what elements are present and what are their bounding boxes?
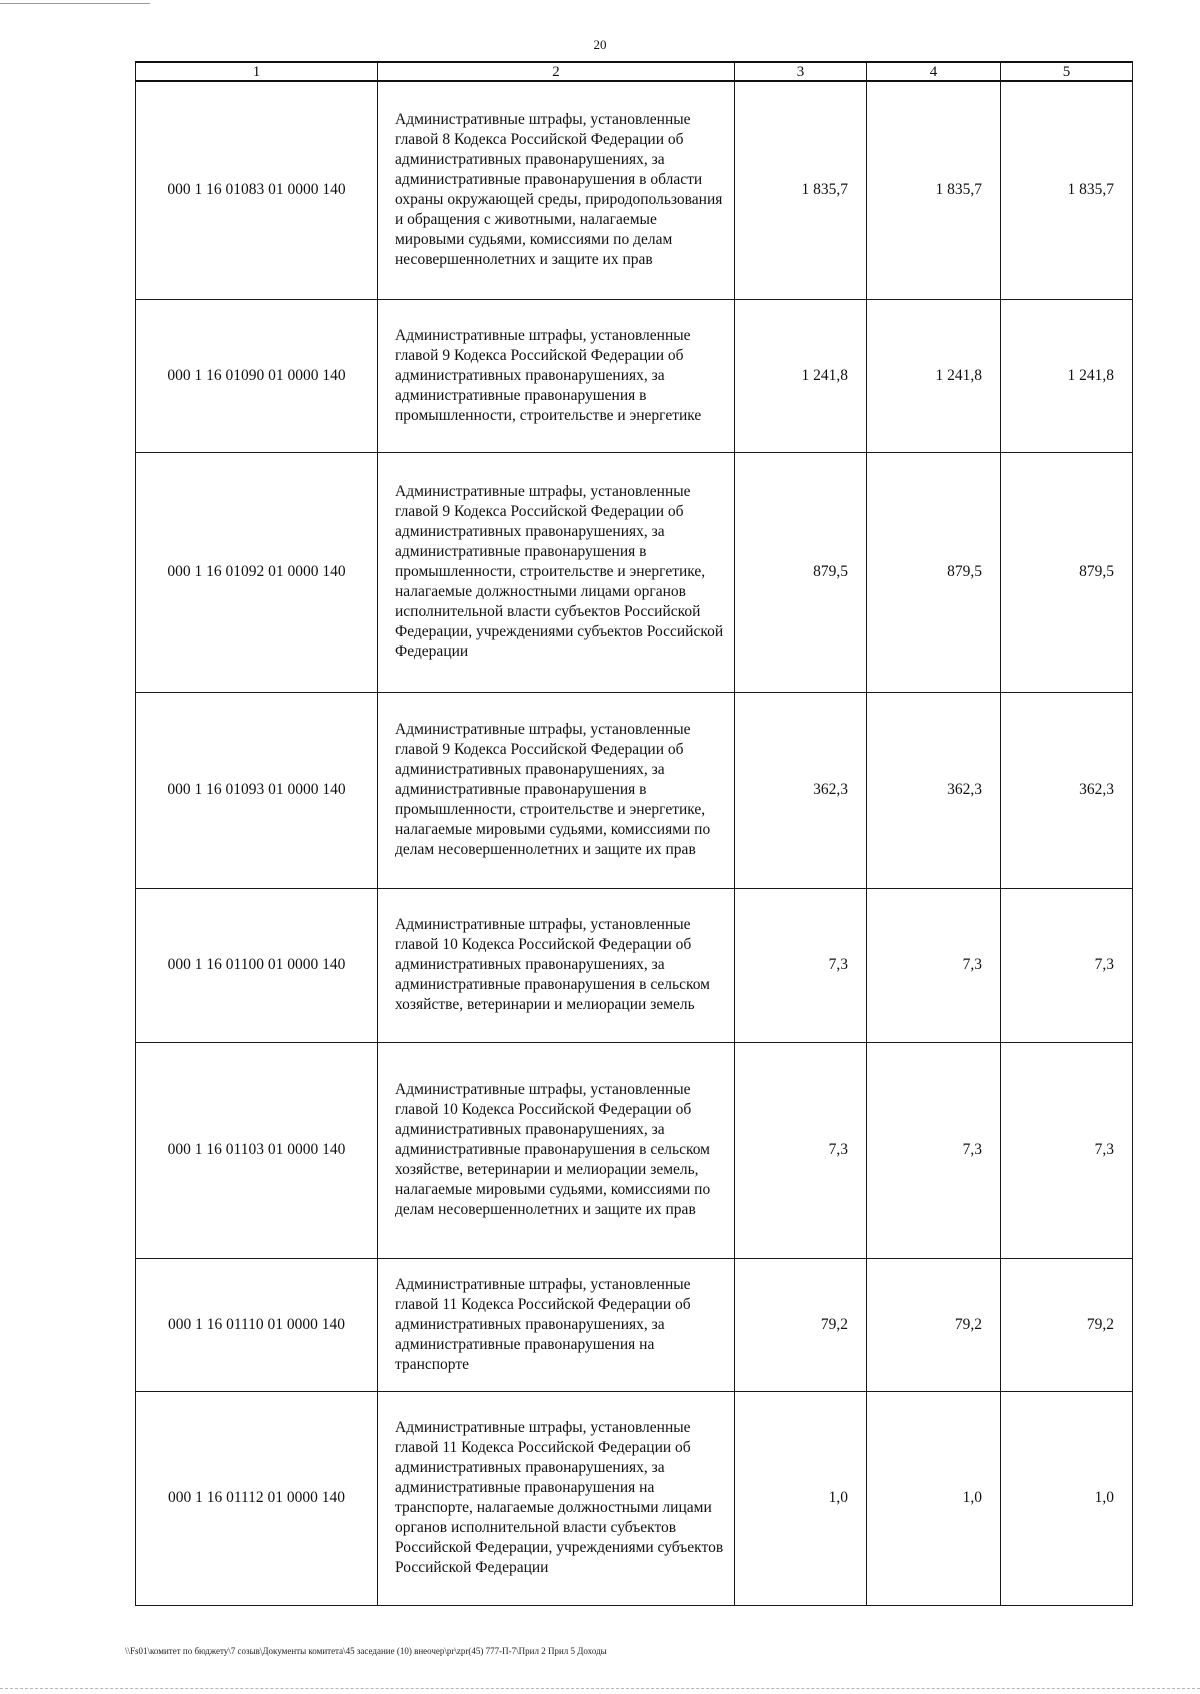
column-header: 5 bbox=[1001, 62, 1133, 81]
table-row bbox=[136, 888, 1133, 1042]
amount-cell: 1 835,7 bbox=[867, 81, 1001, 299]
table-row bbox=[136, 452, 1133, 692]
amount-cell: 879,5 bbox=[1001, 452, 1133, 692]
amount-cell: 1 241,8 bbox=[1001, 299, 1133, 452]
amount-cell: 1 241,8 bbox=[735, 299, 867, 452]
description-cell: Административные штрафы, установленные главой 10 Кодекса Российской Федерации об административных правонарушениях, за административные правонарушения в сельском хозяйстве, ветеринарии и мелиорации земель bbox=[378, 888, 735, 1042]
amount-cell: 79,2 bbox=[735, 1258, 867, 1391]
description-cell: Административные штрафы, установленные главой 11 Кодекса Российской Федерации об административных правонарушениях, за административные правонарушения на транспорте, налагаемые должностными лицами органов исполнительной власти субъектов Российской Федерации, учреждениями субъектов Российской Федерации bbox=[378, 1391, 735, 1605]
column-header: 4 bbox=[867, 62, 1001, 81]
scan-edge-line bbox=[0, 3, 150, 4]
amount-cell: 1,0 bbox=[735, 1391, 867, 1605]
amount-cell: 7,3 bbox=[867, 888, 1001, 1042]
budget-code-cell: 000 1 16 01090 01 0000 140 bbox=[136, 299, 378, 452]
budget-code-cell: 000 1 16 01112 01 0000 140 bbox=[136, 1391, 378, 1605]
description-cell: Административные штрафы, установленные главой 9 Кодекса Российской Федерации об административных правонарушениях, за административные правонарушения в промышленности, строительстве и энергетике, налагаемые мировыми судьями, комиссиями по делам несовершеннолетних и защите их прав bbox=[378, 692, 735, 888]
amount-cell: 79,2 bbox=[867, 1258, 1001, 1391]
amount-cell: 7,3 bbox=[867, 1042, 1001, 1258]
amount-cell: 79,2 bbox=[1001, 1258, 1133, 1391]
budget-code-cell: 000 1 16 01110 01 0000 140 bbox=[136, 1258, 378, 1391]
revenue-table bbox=[135, 61, 1133, 1606]
table-row bbox=[136, 1391, 1133, 1605]
column-header: 1 bbox=[136, 62, 378, 81]
budget-code-cell: 000 1 16 01093 01 0000 140 bbox=[136, 692, 378, 888]
column-number-row bbox=[136, 62, 1133, 81]
table-row bbox=[136, 1042, 1133, 1258]
amount-cell: 1 241,8 bbox=[867, 299, 1001, 452]
amount-cell: 7,3 bbox=[735, 888, 867, 1042]
footer-file-path: \\Fs01\комитет по бюджету\7 созыв\Документы комитета\45 заседание (10) внеочер\pr\zpr(45) 777-П-7\Прил 2 Прил 5 Доходы bbox=[125, 1646, 607, 1656]
amount-cell: 879,5 bbox=[867, 452, 1001, 692]
amount-cell: 1 835,7 bbox=[1001, 81, 1133, 299]
table-row bbox=[136, 299, 1133, 452]
amount-cell: 7,3 bbox=[1001, 888, 1133, 1042]
description-cell: Административные штрафы, установленные главой 10 Кодекса Российской Федерации об административных правонарушениях, за административные правонарушения в сельском хозяйстве, ветеринарии и мелиорации земель, налагаемые мировыми судьями, комиссиями по делам несовершеннолетних и защите их прав bbox=[378, 1042, 735, 1258]
budget-code-cell: 000 1 16 01092 01 0000 140 bbox=[136, 452, 378, 692]
amount-cell: 7,3 bbox=[1001, 1042, 1133, 1258]
amount-cell: 1 835,7 bbox=[735, 81, 867, 299]
amount-cell: 1,0 bbox=[1001, 1391, 1133, 1605]
page-number: 20 bbox=[593, 37, 607, 52]
description-cell: Административные штрафы, установленные главой 11 Кодекса Российской Федерации об административных правонарушениях, за административные правонарушения на транспорте bbox=[378, 1258, 735, 1391]
budget-code-cell: 000 1 16 01100 01 0000 140 bbox=[136, 888, 378, 1042]
table-row bbox=[136, 692, 1133, 888]
column-header: 3 bbox=[735, 62, 867, 81]
description-cell: Административные штрафы, установленные главой 8 Кодекса Российской Федерации об административных правонарушениях, за административные правонарушения в области охраны окружающей среды, природопользования и обращения с животными, налагаемые мировыми судьями, комиссиями по делам несовершеннолетних и защите их прав bbox=[378, 81, 735, 299]
table-row bbox=[136, 81, 1133, 299]
description-cell: Административные штрафы, установленные главой 9 Кодекса Российской Федерации об административных правонарушениях, за административные правонарушения в промышленности, строительстве и энергетике, налагаемые должностными лицами органов исполнительной власти субъектов Российской Федерации, учреждениями субъектов Российской Федерации bbox=[378, 452, 735, 692]
amount-cell: 1,0 bbox=[867, 1391, 1001, 1605]
amount-cell: 7,3 bbox=[735, 1042, 867, 1258]
amount-cell: 362,3 bbox=[1001, 692, 1133, 888]
amount-cell: 362,3 bbox=[867, 692, 1001, 888]
description-cell: Административные штрафы, установленные главой 9 Кодекса Российской Федерации об административных правонарушениях, за административные правонарушения в промышленности, строительстве и энергетике bbox=[378, 299, 735, 452]
table-row bbox=[136, 1258, 1133, 1391]
budget-code-cell: 000 1 16 01103 01 0000 140 bbox=[136, 1042, 378, 1258]
column-header: 2 bbox=[378, 62, 735, 81]
budget-code-cell: 000 1 16 01083 01 0000 140 bbox=[136, 81, 378, 299]
amount-cell: 362,3 bbox=[735, 692, 867, 888]
amount-cell: 879,5 bbox=[735, 452, 867, 692]
scan-edge-line bbox=[0, 1688, 1200, 1689]
